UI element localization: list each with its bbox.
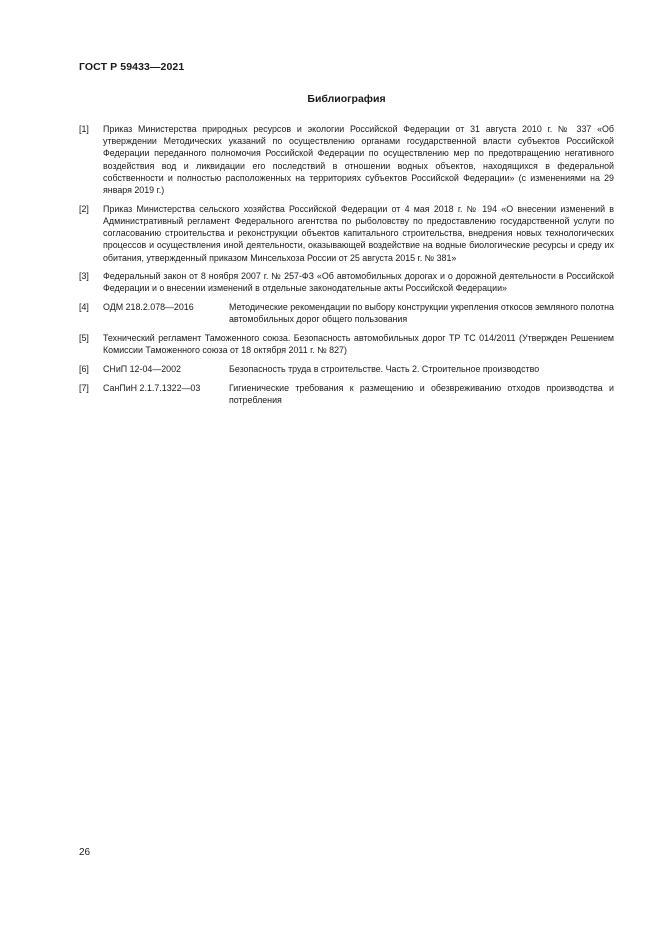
reference-number: [5] (79, 333, 89, 344)
reference-number: [1] (79, 124, 89, 134)
reference-text: Безопасность труда в строительстве. Часть 2. Строительное производство (229, 363, 540, 374)
reference-item-7 (79, 382, 614, 406)
reference-number: [2] (79, 203, 89, 214)
reference-item-3 (79, 270, 614, 294)
reference-item-2 (79, 203, 614, 264)
page-number: 26 (79, 847, 91, 858)
reference-number: [3] (79, 271, 89, 282)
reference-item-5 (79, 332, 614, 356)
reference-code: СНиП 12-04—2002 (103, 363, 181, 374)
reference-text: Приказ Министерства сельского хозяйства Российской Федерации от 4 мая 2018 г. № 194 «О внесении изменений в Административный регламент Федерального агентства по рыболовству по предоставлению государственной услуги по согласованию строительства и реконструкции объектов капитального строительства, внедрения новых технологических процессов и осуществления иной деятельности, оказывающей воздействие на водные биологические ресурсы и среду их обитания, утвержденный приказом Минсельхоза России от 25 августа 2015 г. № 381» (103, 203, 614, 263)
reference-text: Приказ Министерства природных ресурсов и экологии Российской Федерации от 31 августа 2010 г. № 337 «Об утверждении Методических указаний по осуществлению органами государственной власти субъектов Российской Федерации переданного полномочия Российской Федерации по осуществлению мер по предотвращению негативного воздействия вод и ликвидации его последствий в отношении водных объектов, находящихся в федеральной собственности и полностью расположенных на территориях субъектов Российской Федерации» (с изменениями на 29 января 2019 г.) (103, 124, 614, 196)
reference-number: [7] (79, 382, 89, 393)
reference-code: ОДМ 218.2.078—2016 (103, 302, 194, 313)
reference-text: Гигиенические требования к размещению и обезвреживанию отходов производства и потребления (229, 382, 614, 405)
document-header: ГОСТ Р 59433—2021 (79, 61, 185, 73)
reference-number: [4] (79, 302, 89, 313)
reference-item-1 (79, 123, 614, 196)
reference-text: Технический регламент Таможенного союза. Безопасность автомобильных дорог ТР ТС 014/2011 (Утвержден Решением Комиссии Таможенного союза от 18 октября 2011 г. № 827) (103, 333, 614, 356)
bibliography-title: Библиография (307, 93, 386, 105)
reference-number: [6] (79, 363, 89, 374)
bibliography-list (79, 123, 614, 413)
reference-code: СанПиН 2.1.7.1322—03 (103, 382, 201, 393)
reference-item-6 (79, 363, 614, 375)
reference-item-4 (79, 301, 614, 325)
reference-text: Методические рекомендации по выбору конструкции укрепления откосов земляного полотна автомобильных дорог общего пользования (229, 302, 614, 325)
reference-text: Федеральный закон от 8 ноября 2007 г. № 257-ФЗ «Об автомобильных дорогах и о дорожной деятельности в Российской Федерации и о внесении изменений в отдельные законодательные акты Российской Федерации» (103, 271, 614, 294)
